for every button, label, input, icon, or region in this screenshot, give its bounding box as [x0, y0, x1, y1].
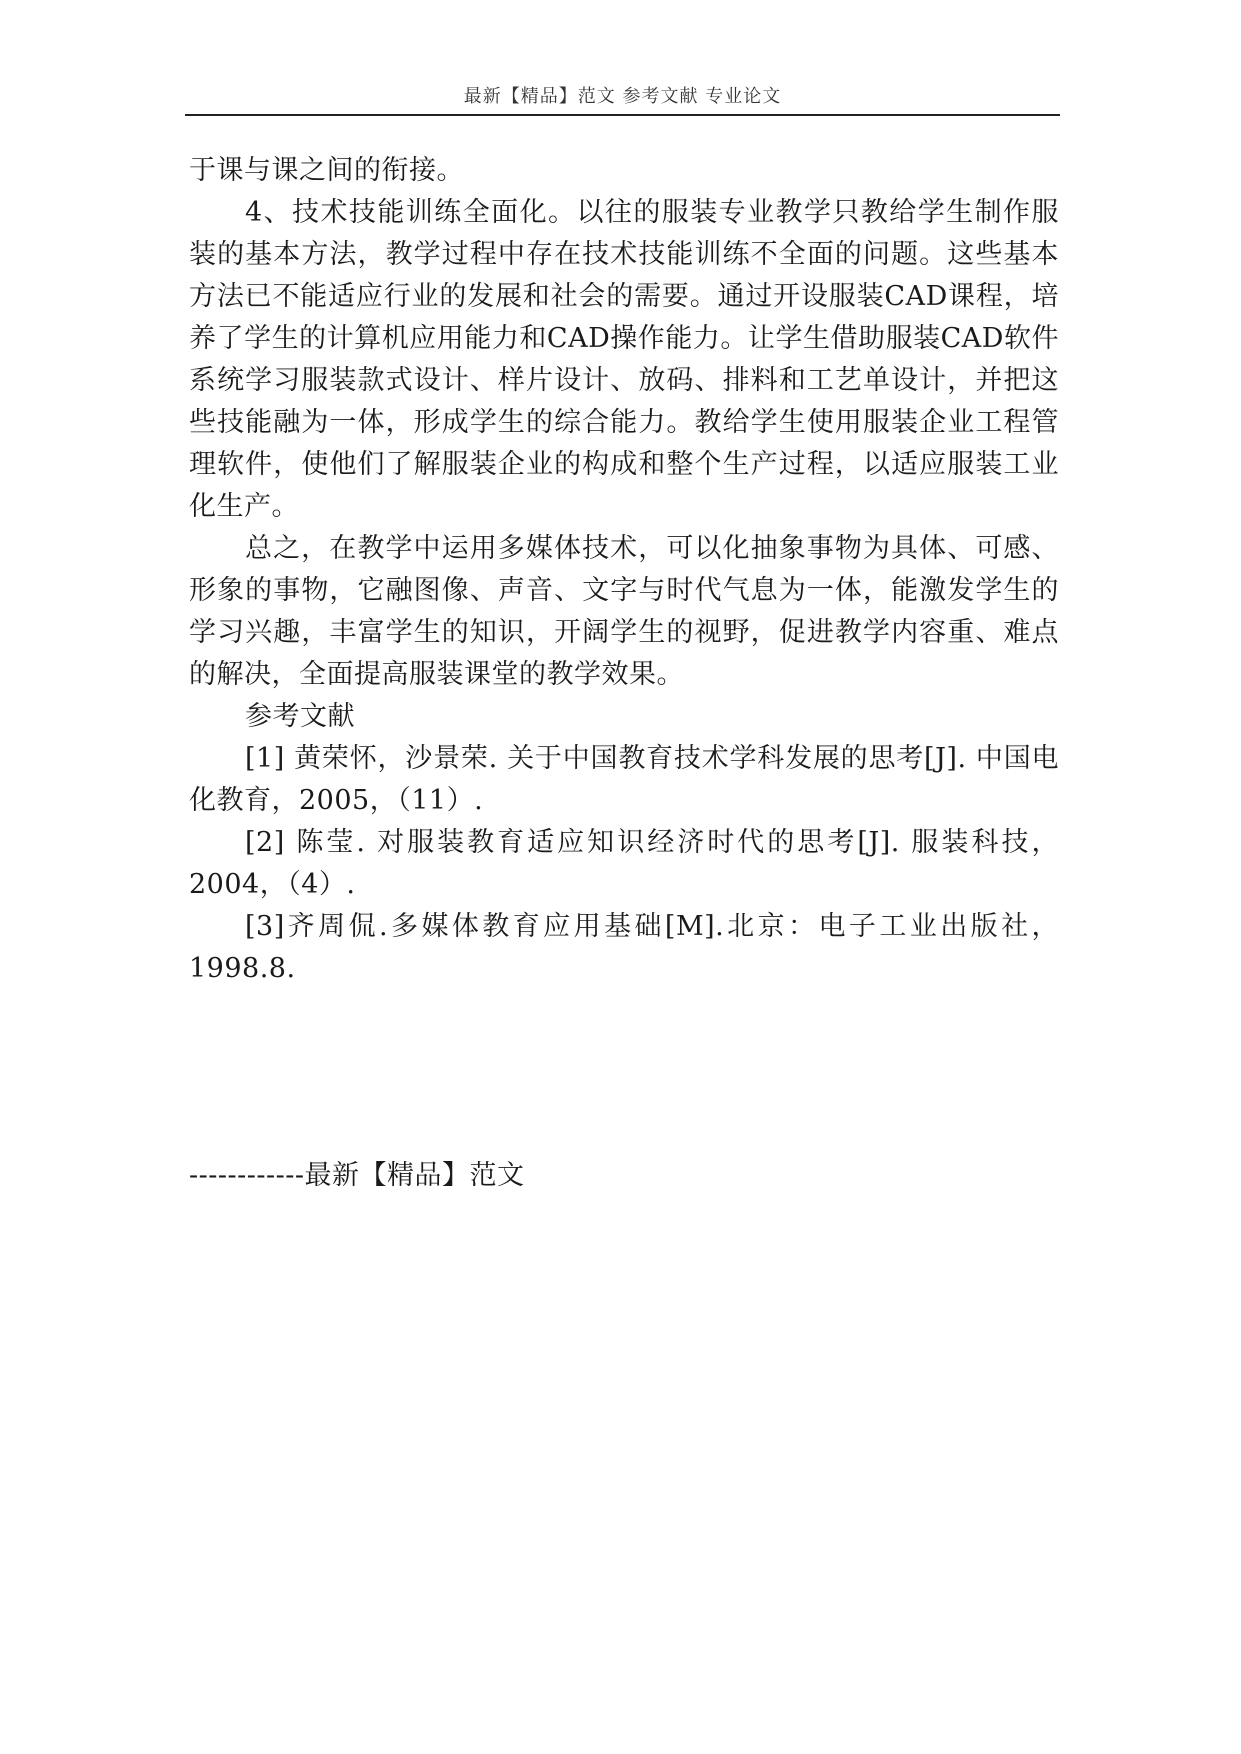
references-heading: 参考文献	[245, 701, 355, 732]
paragraph-continuation: 于课与课之间的衔接。	[189, 155, 464, 186]
page-header: 最新【精品】范文 参考文献 专业论文	[463, 86, 782, 107]
reference-item-1: [1] 黄荣怀，沙景荣. 关于中国教育技术学科发展的思考[J]. 中国电化教育，2005，（11）.	[189, 743, 1059, 816]
reference-item-2: [2] 陈莹. 对服装教育适应知识经济时代的思考[J]. 服装科技，2004，（4）.	[189, 827, 1059, 900]
header-divider	[185, 114, 1060, 116]
reference-item-3: [3]齐周侃.多媒体教育应用基础[M].北京：电子工业出版社，1998.8.	[189, 911, 1059, 984]
paragraph-skills-training: 4、技术技能训练全面化。以往的服装专业教学只教给学生制作服装的基本方法，教学过程中存在技术技能训练不全面的问题。这些基本方法已不能适应行业的发展和社会的需要。通过开设服装CAD课程，培养了学生的计算机应用能力和CAD操作能力。让学生借助服装CAD软件系统学习服装款式设计、样片设计、放码、排料和工艺单设计，并把这些技能融为一体，形成学生的综合能力。教给学生使用服装企业工程管理软件，使他们了解服装企业的构成和整个生产过程，以适应服装工业化生产。	[189, 197, 1059, 522]
body-text	[189, 150, 1059, 990]
paragraph-conclusion: 总之，在教学中运用多媒体技术，可以化抽象事物为具体、可感、形象的事物，它融图像、声音、文字与时代气息为一体，能激发学生的学习兴趣，丰富学生的知识，开阔学生的视野，促进教学内容重、难点的解决，全面提高服装课堂的教学效果。	[189, 533, 1059, 690]
page-footer: ------------最新【精品】范文	[189, 1160, 525, 1191]
